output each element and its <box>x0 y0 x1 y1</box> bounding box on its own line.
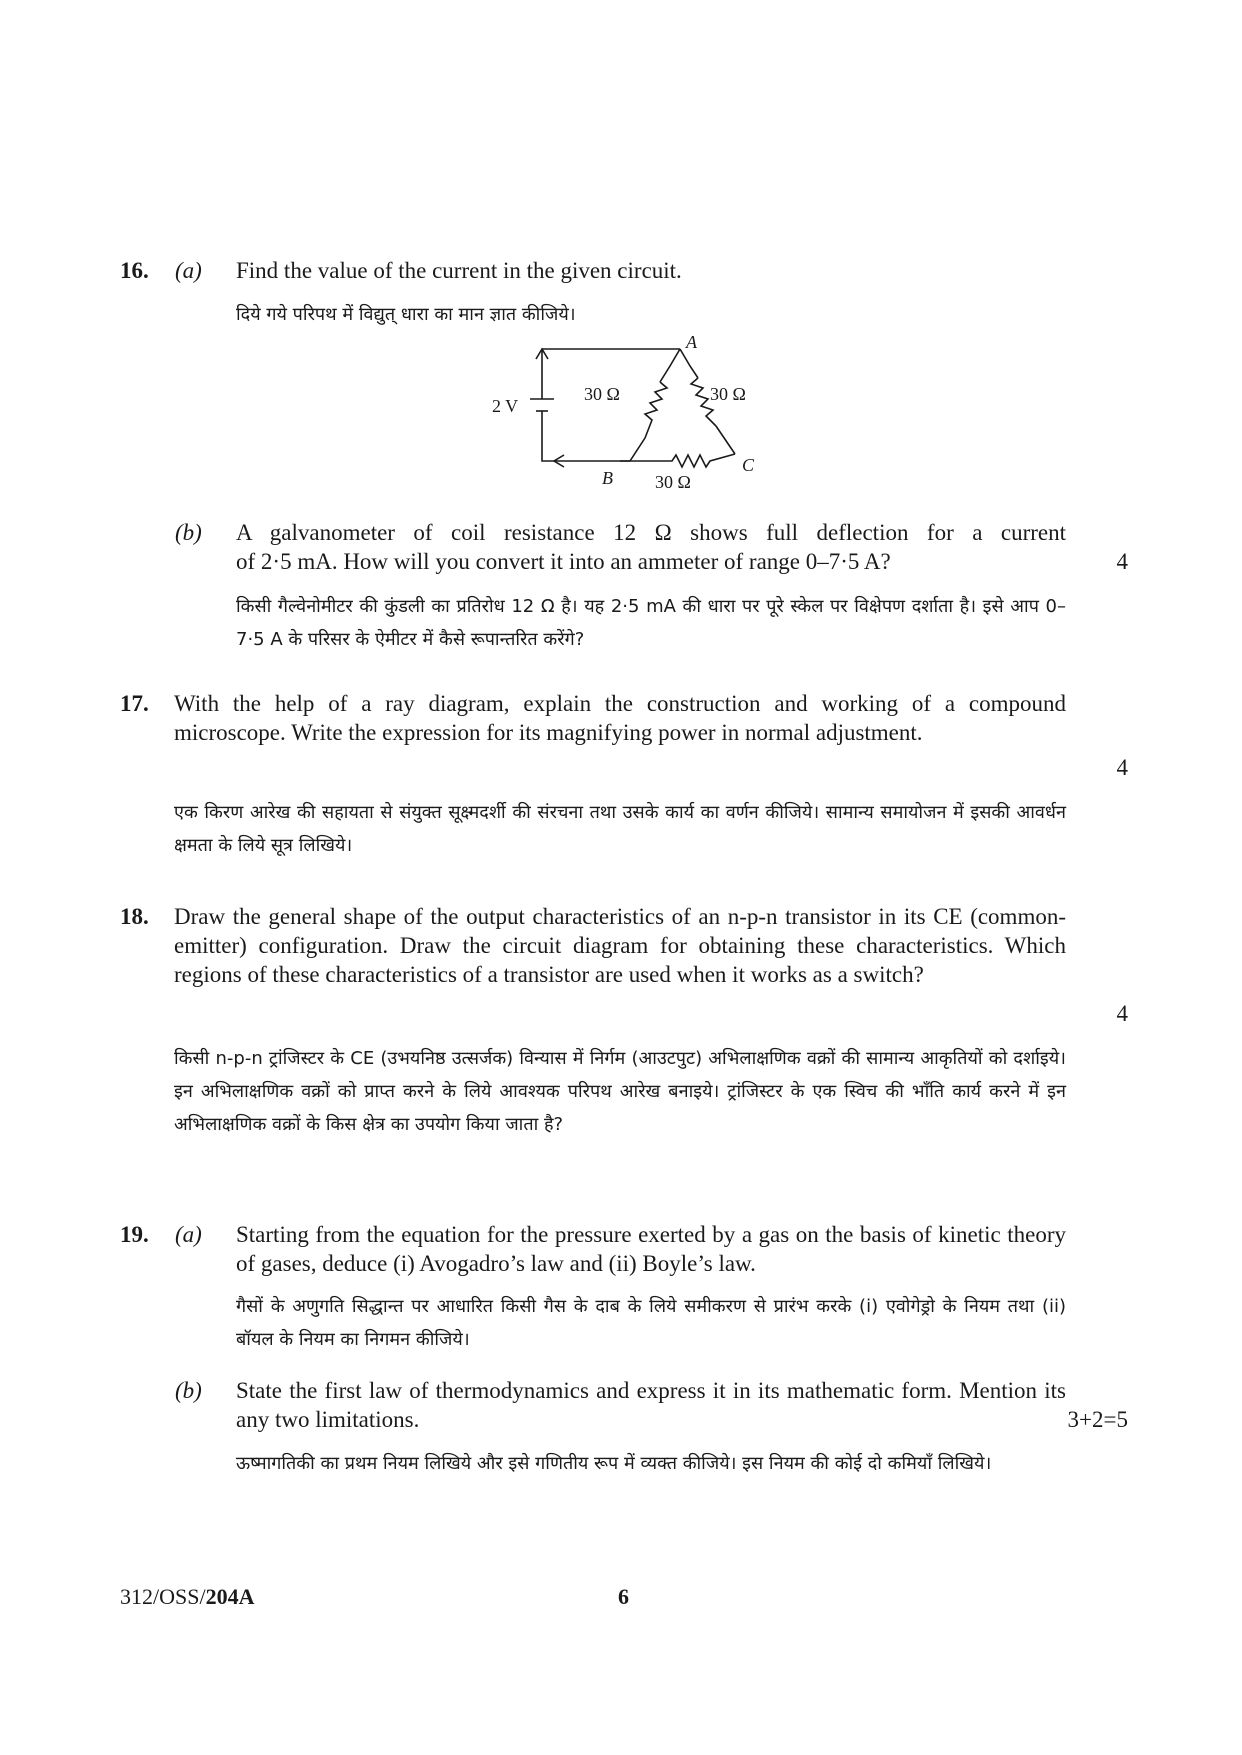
q19-part-a-label: (a) <box>175 1222 202 1247</box>
q18-marks: 4 <box>1116 1001 1128 1026</box>
resistor-left-label: 30 Ω <box>584 384 620 404</box>
q19-part-a-hindi: गैसों के अणुगति सिद्धान्त पर आधारित किसी गैस के दाब के लिये समीकरण से प्रारंभ करके (i) एवोगेड्रो के नियम तथा (ii) बॉयल के नियम का निगमन कीजिये। <box>236 1296 1066 1350</box>
page-number: 6 <box>618 1584 629 1609</box>
resistor-left <box>645 382 667 438</box>
resistor-bottom <box>665 454 735 467</box>
paper-code-prefix: 312/OSS/ <box>120 1584 206 1609</box>
wire-left-lower <box>542 411 610 461</box>
resistor-bottom-label: 30 Ω <box>655 472 691 492</box>
q16-part-b-label: (b) <box>175 520 202 545</box>
question-number-17: 17. <box>120 691 149 716</box>
question-number-19: 19. <box>120 1222 149 1247</box>
q16-part-a-label: (a) <box>175 258 202 283</box>
q16-part-b-english-line2: of 2·5 mA. How will you convert it into an ammeter of range 0–7·5 A? <box>236 549 891 574</box>
wire-a-left <box>660 349 680 382</box>
battery-label: 2 V <box>492 396 519 416</box>
q16-part-a-english: Find the value of the current in the given circuit. <box>236 258 682 283</box>
question-number-16: 16. <box>120 258 149 283</box>
node-a-label: A <box>686 336 697 352</box>
q19-part-b-hindi: ऊष्मागतिकी का प्रथम नियम लिखिये और इसे गणितीय रूप में व्यक्त कीजिये। इस नियम की कोई दो कमियाँ लिखिये। <box>236 1453 992 1474</box>
q19-part-b-label: (b) <box>175 1378 202 1403</box>
node-c-label: C <box>742 455 755 475</box>
q17-english: With the help of a ray diagram, explain the construction and working of a compound microscope. Write the expression for its magnifying power in normal adjustment. <box>174 691 1066 745</box>
q18-hindi: किसी n-p-n ट्रांजिस्टर के CE (उभयनिष्ठ उत्सर्जक) विन्यास में निर्गम (आउटपुट) अभिलाक्षणिक वक्रों की सामान्य आकृतियों को दर्शाइये। इन अभिलाक्षणिक वक्रों को प्राप्त करने के लिये आवश्यक परिपथ आरेख बनाइये। ट्रांजिस्टर के एक स्विच की भाँति कार्य करने में इन अभिलाक्षणिक वक्रों के किस क्षेत्र का उपयोग किया जाता है? <box>174 1048 1066 1135</box>
q18-english: Draw the general shape of the output characteristics of an n-p-n transistor in its CE (common-emitter) configuration. Draw the circuit diagram for obtaining these characteristics. Which regions of these characteristics of a transistor are used when it works as a switch? <box>174 904 1066 987</box>
q17-hindi: एक किरण आरेख की सहायता से संयुक्त सूक्ष्मदर्शी की संरचना तथा उसके कार्य का वर्णन कीजिये। सामान्य समायोजन में इसकी आवर्धन क्षमता के लिये सूत्र लिखिये। <box>174 802 1066 856</box>
q17-marks: 4 <box>1116 755 1128 780</box>
q16-part-b-english-line1: A galvanometer of coil resistance 12 Ω shows full deflection for a current <box>236 520 1066 545</box>
paper-code-bold: 204A <box>205 1584 255 1609</box>
circuit-diagram <box>460 336 790 496</box>
wire-c-upper <box>716 426 735 454</box>
node-b-label: B <box>602 468 613 488</box>
q19-part-b-english: State the first law of thermodynamics and express it in its mathematic form. Mention its any two limitations. <box>236 1378 1066 1432</box>
q16-part-b-hindi: किसी गैल्वेनोमीटर की कुंडली का प्रतिरोध 12 Ω है। यह 2·5 mA की धारा पर पूरे स्केल पर विक्षेपण दर्शाता है। इसे आप 0–7·5 A के परिसर के ऐमीटर में कैसे रूपान्तरित करेंगे? <box>236 596 1066 650</box>
q16-marks: 4 <box>1116 549 1128 574</box>
q19-marks: 3+2=5 <box>1067 1407 1128 1432</box>
wire-b <box>610 438 645 461</box>
resistor-right-label: 30 Ω <box>710 384 746 404</box>
q16-part-a-hindi: दिये गये परिपथ में विद्युत् धारा का मान ज्ञात कीजिये। <box>236 304 576 325</box>
q19-part-a-english: Starting from the equation for the pressure exerted by a gas on the basis of kinetic theory of gases, deduce (i) Avogadro’s law and (ii) Boyle’s law. <box>236 1222 1066 1276</box>
wire-a-right <box>680 349 698 378</box>
question-number-18: 18. <box>120 904 149 929</box>
paper-code <box>120 1583 254 1611</box>
